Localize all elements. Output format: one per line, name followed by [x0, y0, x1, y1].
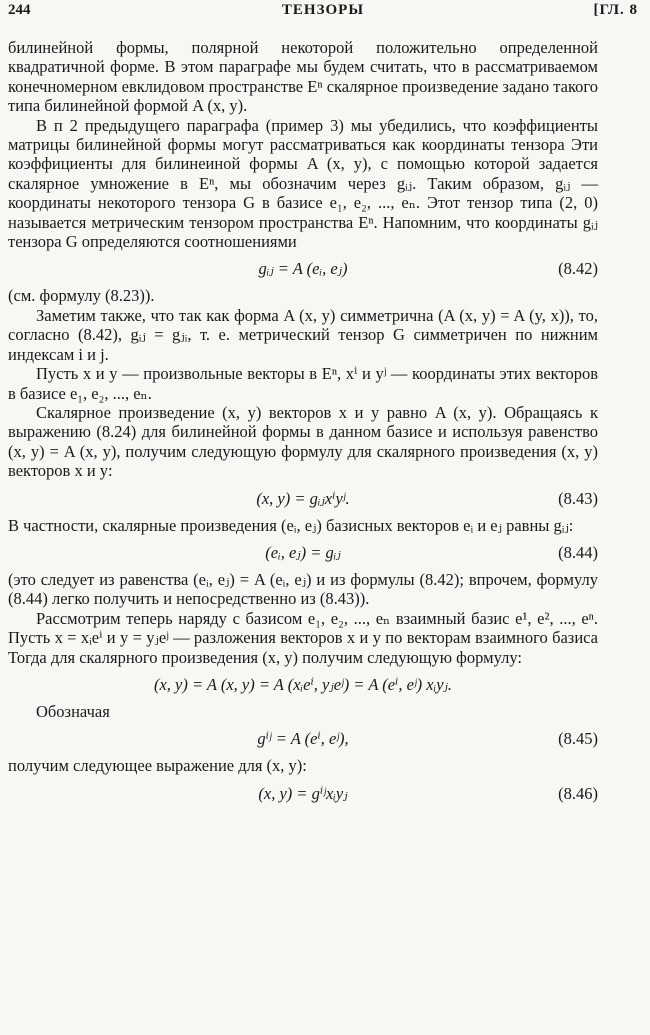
equation-formula: gⁱʲ = A (eⁱ, eʲ),: [257, 729, 349, 749]
equation: [8, 535, 598, 570]
equation-formula: (eᵢ, eⱼ) = gᵢⱼ: [265, 542, 341, 562]
equation-number: (8.44): [558, 542, 598, 562]
equation-number: (8.45): [558, 729, 598, 749]
paragraph: В частности, скалярные произведения (eᵢ, eⱼ) базисных векторов eᵢ и eⱼ равны gᵢⱼ:: [8, 515, 574, 535]
equation-formula: gᵢⱼ = A (eᵢ, eⱼ): [258, 259, 348, 279]
page-body: [8, 38, 598, 811]
equation: [8, 667, 598, 702]
chapter-label: [ГЛ. 8: [593, 2, 638, 18]
equation: [8, 776, 598, 811]
paragraph: Заметим также, что так как форма A (x, y) симметрична (A (x, y) = A (y, x)), то, согласно (8.42), gᵢⱼ = gⱼᵢ, т. е. метрический тензор G симметричен по нижним индексам i и j.: [8, 305, 598, 364]
paragraph: Обозначая: [36, 701, 110, 721]
paragraph: получим следующее выражение для (x, y):: [8, 756, 307, 776]
running-header: [8, 2, 638, 24]
equation-formula: (x, y) = gᵢⱼxⁱyʲ.: [256, 488, 350, 508]
paragraph: Пусть x и y — произвольные векторы в Eⁿ, xⁱ и yʲ — координаты этих векторов в базисе e₁, e₂, ..., eₙ.: [8, 364, 599, 403]
paragraph: билинейной формы, полярной некоторой положительно определенной квадратичной форме. В этом параграфе мы будем считать, что в рассматриваемом конечномерном евклидовом пространстве Eⁿ скалярное произведение задано такого типа билинейной формой A (x, y).: [8, 38, 598, 116]
equation-formula: (x, y) = gⁱʲxᵢyⱼ: [258, 783, 348, 803]
equation: [8, 251, 598, 286]
equation-formula: (x, y) = A (x, y) = A (xᵢeⁱ, yⱼeʲ) = A (eⁱ, eʲ) xᵢyⱼ.: [153, 674, 453, 694]
equation-number: (8.46): [558, 783, 598, 803]
paragraph: (см. формулу (8.23)).: [8, 286, 155, 306]
paragraph: В п 2 предыдущего параграфа (пример 3) мы убедились, что коэффициенты матрицы билинейной формы могут рассматриваться как координаты тензора Эти коэффициенты для билинеиной формы A (x, y), с помощью которой задается скалярное умножение в Eⁿ, мы обозначим через gᵢⱼ. Таким образом, gᵢⱼ — координаты некоторого тензора G в базисе e₁, e₂, ..., eₙ. Этот тензор типа (2, 0) называется метрическим тензором пространства Eⁿ. Напомним, что координаты gᵢⱼ тензора G определяются соотношениями: [8, 115, 598, 252]
equation: [8, 721, 598, 756]
paragraph: Рассмотрим теперь наряду с базисом e₁, e₂, ..., eₙ взаимный базис e¹, e², ..., eⁿ. Пусть x = xᵢeⁱ и y = yⱼeʲ — разложения векторов x и y по векторам взаимного базиса Тогда для скалярного произведения (x, y) получим следующую формулу:: [8, 608, 598, 667]
equation-number: (8.43): [558, 488, 598, 508]
equation-number: (8.42): [558, 259, 598, 279]
equation: [8, 481, 598, 516]
paragraph: Скалярное произведение (x, y) векторов x и y равно A (x, y). Обращаясь к выражению (8.24) для билинейной формы в данном базисе и используя равенство (x, y) = A (x, y), получим следующую формулу для скалярного произведения (x, y) векторов x и y:: [8, 402, 598, 481]
paragraph: (это следует из равенства (eᵢ, eⱼ) = A (eᵢ, eⱼ) и из формулы (8.42); впрочем, формулу (8.44) легко получить и непосредственно из (8.43)).: [8, 569, 598, 609]
running-title: ТЕНЗОРЫ: [281, 2, 365, 18]
page-number: 244: [8, 2, 31, 18]
